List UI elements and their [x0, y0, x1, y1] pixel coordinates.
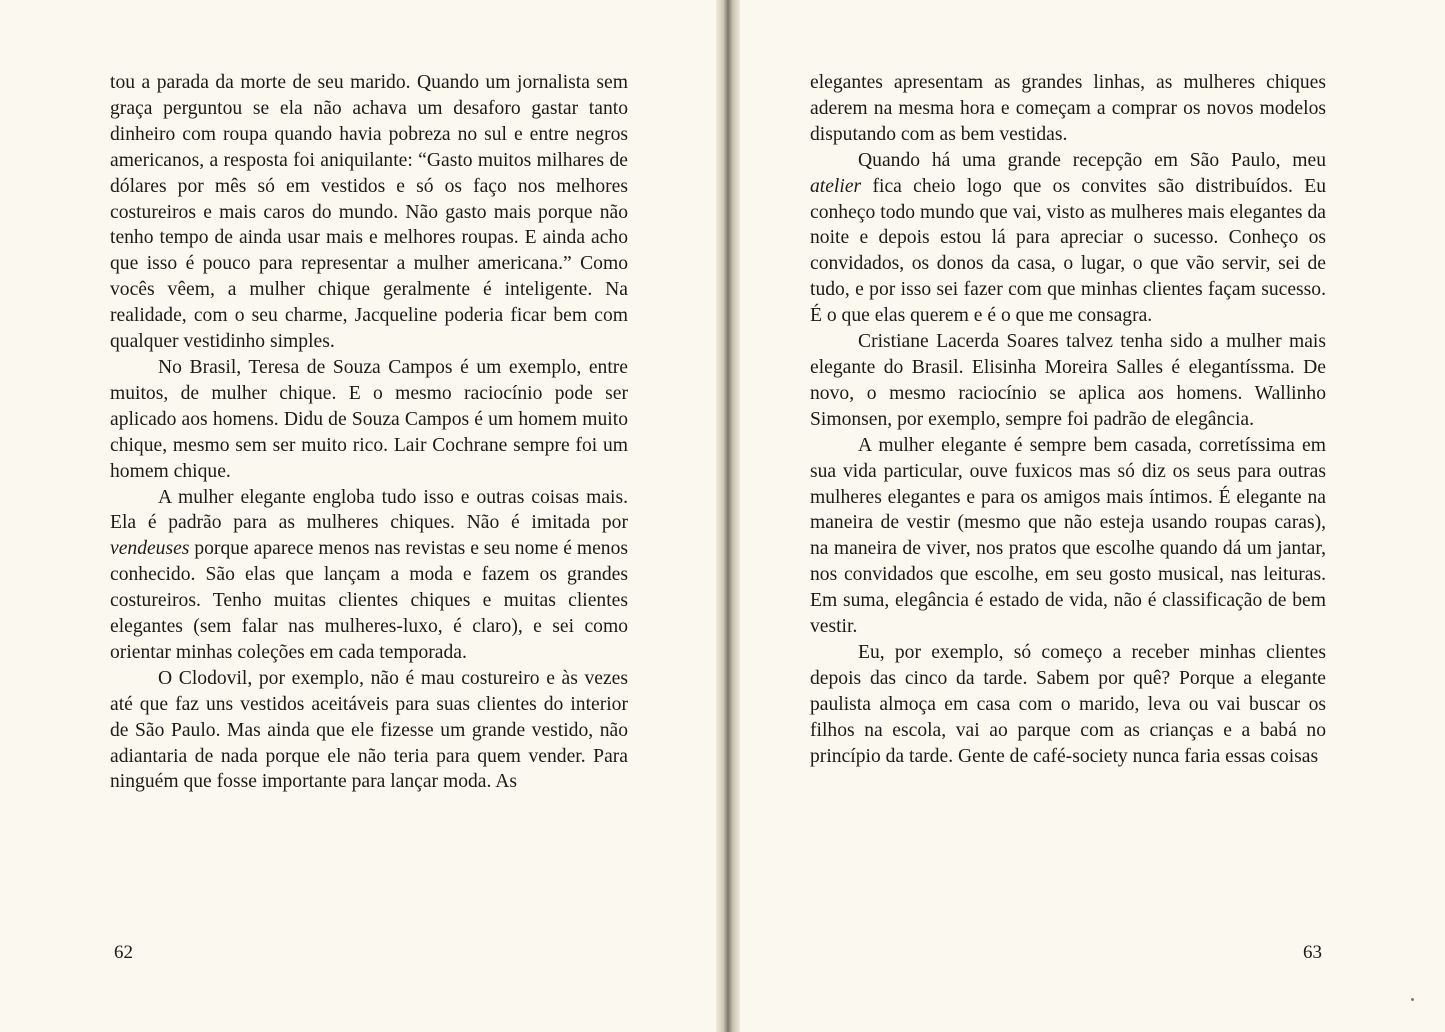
left-page-text [110, 70, 628, 795]
paragraph: Eu, por exemplo, só começo a receber minhas clientes depois das cinco da tarde. Sabem por quê? Porque a elegante paulista almoça em casa com o marido, leva ou vai buscar os filhos na escola, vai ao parque com as crianças e a babá no princípio da tarde. Gente de café-society nunca faria essas coisas [810, 641, 1326, 767]
paragraph: A mulher elegante é sempre bem casada, corretíssima em sua vida particular, ouve fuxicos mas só diz os seus para outras mulheres elegantes e para os amigos mais íntimos. É elegante na maneira de vestir (mesmo que não esteja usando roupas caras), na maneira de viver, nos pratos que escolhe quando dá um jantar, nos convidados que escolhe, em seu gosto musical, nas leituras. Em suma, elegância é estado de vida, não é classificação de bem vestir. [810, 434, 1326, 638]
italic-term: atelier [810, 175, 862, 197]
paragraph: elegantes apresentam as grandes linhas, as mulheres chiques aderem na mesma hora e começam a comprar os novos modelos disputando com as bem vestidas. [810, 72, 1326, 145]
paragraph: Quando há uma grande recepção em São Paulo, meu atelier fica cheio logo que os convites são distribuídos. Eu conheço todo mundo que vai, visto as mulheres mais elegantes da noite e depois estou lá para apreciar o sucesso. Conheço os convidados, os donos da casa, o lugar, o que vão servir, sei de tudo, e por isso sei fazer com que minhas clientes façam sucesso. É o que elas querem e é o que me consagra. [810, 149, 1326, 327]
right-page [728, 0, 1445, 1032]
left-page [0, 0, 722, 1032]
italic-term: vendeuses [110, 538, 190, 560]
paragraph: tou a parada da morte de seu marido. Quando um jornalista sem graça perguntou se ela não achava um desaforo gastar tanto dinheiro com roupa quando havia pobreza no sul e entre negros americanos, a resposta foi aniquilante: “Gasto muitos milhares de dólares por mês só em vestidos e só os faço nos melhores costureiros e mais caros do mundo. Não gasto mais porque não tenho tempo de ainda usar mais e melhores roupas. E ainda acho que isso é pouco para representar a mulher americana.” Como vocês vêem, a mulher chique geralmente é inteligente. Na realidade, com o seu charme, Jacqueline poderia ficar bem com qualquer vestidinho simples. [110, 72, 628, 353]
paragraph: Cristiane Lacerda Soares talvez tenha sido a mulher mais elegante do Brasil. Elisinha Moreira Salles é elegantíssma. De novo, o mesmo raciocínio se aplica aos homens. Wallinho Simonsen, por exemplo, sempre foi padrão de elegância. [810, 331, 1326, 430]
paper-speck [1411, 998, 1414, 1001]
paragraph: A mulher elegante engloba tudo isso e outras coisas mais. Ela é padrão para as mulheres chiques. Não é imitada por vendeuses porque aparece menos nas revistas e seu nome é menos conhecido. São elas que lançam a moda e fazem os grandes costureiros. Tenho muitas clientes chiques e muitas clientes elegantes (sem falar nas mulheres-luxo, é claro), e sei como orientar minhas coleções em cada temporada. [110, 486, 628, 663]
right-page-text [810, 70, 1326, 769]
paragraph: O Clodovil, por exemplo, não é mau costureiro e às vezes até que faz uns vestidos aceitáveis para suas clientes do interior de São Paulo. Mas ainda que ele fizesse um grande vestido, não adiantaria de nada porque ele não teria para quem vender. Para ninguém que fosse importante para lançar moda. As [110, 667, 628, 793]
paragraph: No Brasil, Teresa de Souza Campos é um exemplo, entre muitos, de mulher chique. E o mesmo raciocínio pode ser aplicado aos homens. Didu de Souza Campos é um homem muito chique, mesmo sem ser muito rico. Lair Cochrane sempre foi um homem chique. [110, 356, 628, 482]
page-number: 62 [114, 942, 133, 963]
page-number: 63 [1303, 942, 1322, 963]
book-gutter [716, 0, 740, 1032]
